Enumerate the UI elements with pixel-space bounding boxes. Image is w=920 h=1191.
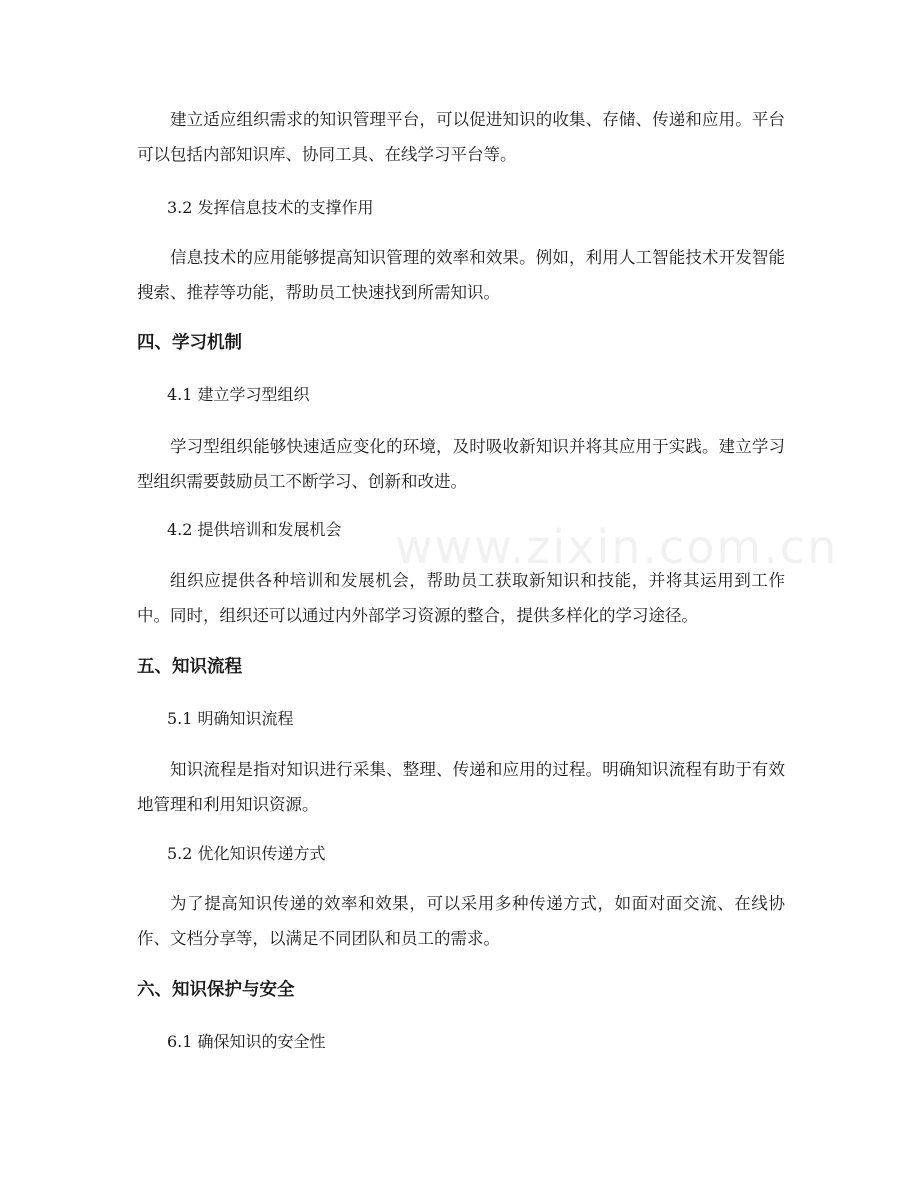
watermark: www.zixin.com.cn	[395, 520, 839, 574]
subheading-3-2: 3.2 发挥信息技术的支撑作用	[167, 198, 374, 217]
paragraph-knowledge-process: 知识流程是指对知识进行采集、整理、传递和应用的过程。明确知识流程有助于有效地管理和利用知识资源。	[137, 760, 785, 814]
heading-section-4: 四、学习机制	[137, 333, 242, 353]
paragraph-learning-org: 学习型组织能够快速适应变化的环境，及时吸收新知识并将其应用于实践。建立学习型组织需要鼓励员工不断学习、创新和改进。	[137, 437, 785, 491]
heading-section-5: 五、知识流程	[137, 657, 242, 677]
heading-section-6: 六、知识保护与安全	[137, 980, 295, 1000]
paragraph-training: 组织应提供各种培训和发展机会，帮助员工获取新知识和技能，并将其运用到工作中。同时，组织还可以通过内外部学习资源的整合，提供多样化的学习途径。	[137, 571, 785, 625]
paragraph-info-tech: 信息技术的应用能够提高知识管理的效率和效果。例如，利用人工智能技术开发智能搜索、推荐等功能，帮助员工快速找到所需知识。	[137, 248, 785, 302]
subheading-5-1: 5.1 明确知识流程	[167, 709, 294, 728]
paragraph-knowledge-platform: 建立适应组织需求的知识管理平台，可以促进知识的收集、存储、传递和应用。平台可以包括内部知识库、协同工具、在线学习平台等。	[137, 110, 785, 164]
subheading-6-1: 6.1 确保知识的安全性	[167, 1032, 326, 1051]
subheading-4-1: 4.1 建立学习型组织	[167, 385, 310, 404]
paragraph-transfer-methods: 为了提高知识传递的效率和效果，可以采用多种传递方式，如面对面交流、在线协作、文档分享等，以满足不同团队和员工的需求。	[137, 894, 785, 948]
subheading-5-2: 5.2 优化知识传递方式	[167, 844, 326, 863]
subheading-4-2: 4.2 提供培训和发展机会	[167, 520, 342, 539]
